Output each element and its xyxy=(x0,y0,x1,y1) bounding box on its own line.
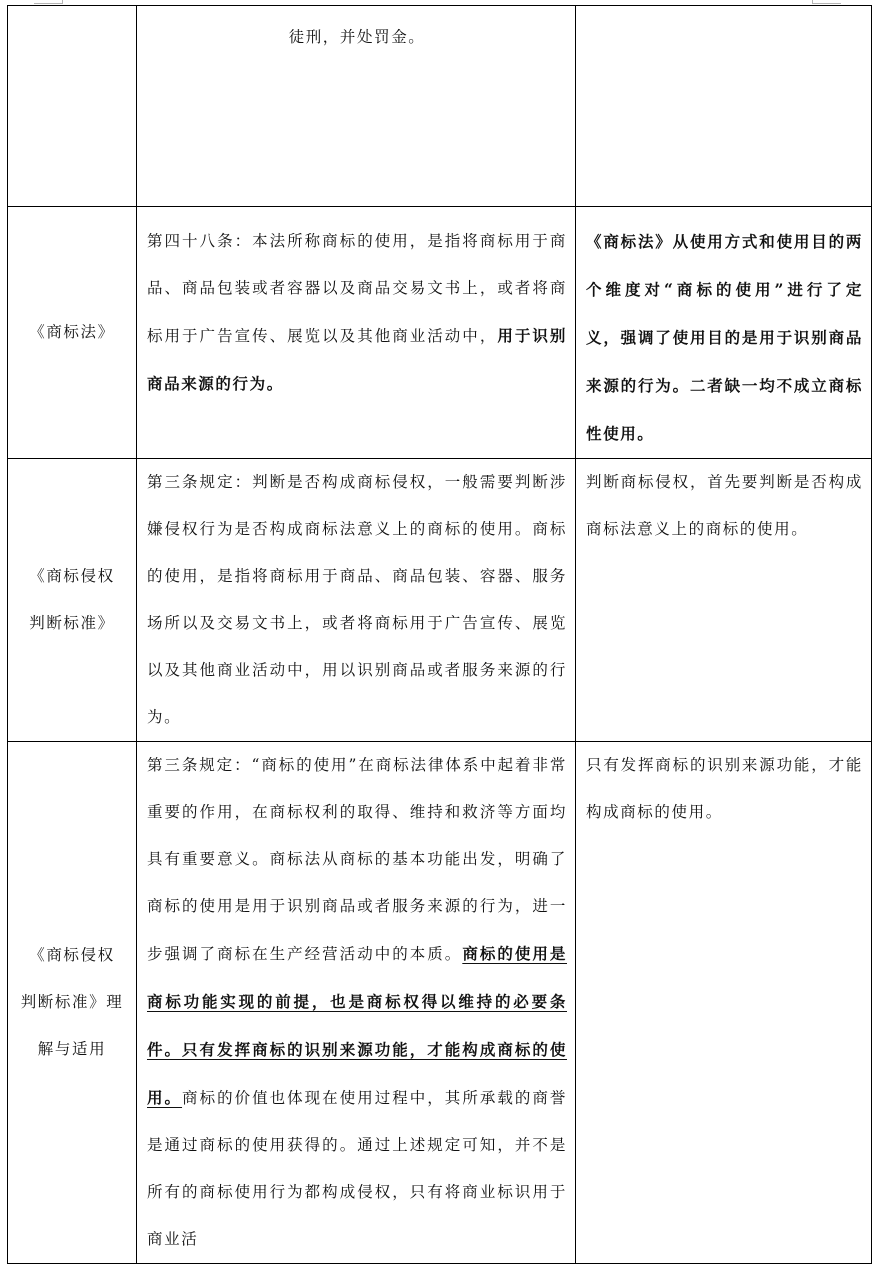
law-name-cell xyxy=(8,459,137,742)
table-row xyxy=(8,207,872,459)
law-name-line: 判断标准》理 xyxy=(20,993,124,1011)
analysis-text: 只有发挥商标的识别来源功能，才能构成商标的使用。 xyxy=(586,756,863,821)
analysis-text: 《商标法》从使用方式和使用目的两个维度对“商标的使用”进行了定义，强调了使用目的是用于识别商品来源的行为。二者缺一均不成立商标性使用。 xyxy=(586,232,863,443)
analysis-cell xyxy=(576,207,872,459)
comparison-table xyxy=(7,5,872,1264)
provision-cell xyxy=(137,6,576,207)
law-name-cell xyxy=(8,207,137,459)
provision-cell xyxy=(137,742,576,1264)
provision-text: 第三条规定：“商标的使用”在商标法律体系中起着非常重要的作用，在商标权利的取得、维持和救济等方面均具有重要意义。商标法从商标的基本功能出发，明确了商标的使用是用于识别商品或者服务来源的行为，进一步强调了商标在生产经营活动中的本质。 xyxy=(147,756,567,963)
crop-mark-top-left xyxy=(34,0,63,4)
analysis-cell xyxy=(576,459,872,742)
law-name: 《商标法》 xyxy=(29,323,115,341)
analysis-cell xyxy=(576,742,872,1264)
law-name-line: 《商标侵权 xyxy=(29,567,115,585)
provision-emphasis-underlined: 商标的使用是商标功能实现的前提，也是商标权得以维持的必要条件。只有发挥商标的识别来源功能，才能构成商标的使用。 xyxy=(147,944,567,1107)
provision-cell xyxy=(137,207,576,459)
law-name-line: 《商标侵权 xyxy=(29,946,115,964)
law-name-cell xyxy=(8,742,137,1264)
table-row xyxy=(8,6,872,207)
crop-mark-top-right xyxy=(812,0,841,4)
provision-cell xyxy=(137,459,576,742)
provision-text-continued: 商标的价值也体现在使用过程中，其所承载的商誉是通过商标的使用获得的。通过上述规定可知，并不是所有的商标使用行为都构成侵权，只有将商业标识用于商业活 xyxy=(147,1089,568,1248)
table-row xyxy=(8,742,872,1264)
law-name-cell xyxy=(8,6,137,207)
law-name-line: 判断标准》 xyxy=(29,614,115,632)
provision-emphasis: 用于识别商品来源的行为。 xyxy=(147,326,567,393)
analysis-text: 判断商标侵权，首先要判断是否构成商标法意义上的商标的使用。 xyxy=(586,473,863,538)
analysis-cell xyxy=(576,6,872,207)
provision-text: 徒刑，并处罚金。 xyxy=(288,28,426,46)
law-name-line: 解与适用 xyxy=(37,1040,107,1058)
provision-text: 第三条规定：判断是否构成商标侵权，一般需要判断涉嫌侵权行为是否构成商标法意义上的商标的使用。商标的使用，是指将商标用于商品、商品包装、容器、服务场所以及交易文书上，或者将商标用于广告宣传、展览以及其他商业活动中，用以识别商品或者服务来源的行为。 xyxy=(147,473,567,726)
provision-text: 第四十八条：本法所称商标的使用，是指将商标用于商品、商品包装或者容器以及商品交易文书上，或者将商标用于广告宣传、展览以及其他商业活动中， xyxy=(147,232,567,345)
table-row xyxy=(8,459,872,742)
